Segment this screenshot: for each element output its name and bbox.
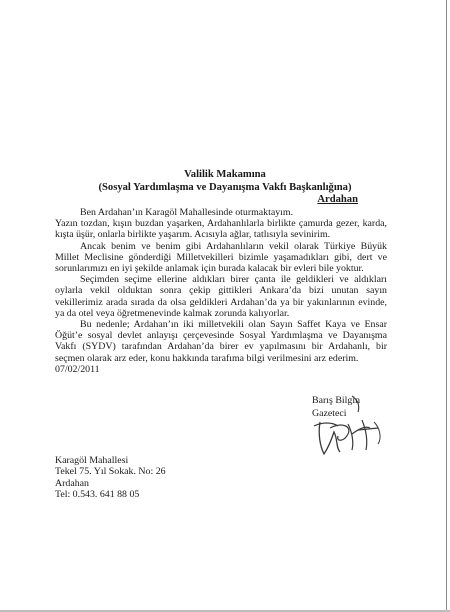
- address-line: Ardahan: [55, 477, 89, 489]
- letter-title: Valilik Makamına: [184, 169, 266, 180]
- letter-city: Ardahan: [317, 194, 358, 205]
- page-edge-line: [446, 0, 447, 612]
- paragraph-intro: Ben Ardahan’ın Karagöl Mahallesinde oturmaktayım.: [80, 207, 294, 218]
- signer-name: Barış Bilgin: [312, 395, 361, 406]
- signer-title: Gazeteci: [312, 408, 347, 419]
- letter-subtitle: (Sosyal Yardımlaşma ve Dayanışma Vakfı Başkanlığına): [98, 182, 352, 193]
- paragraph-life: Yazın tozdan, kışın buzdan yaşarken, Ardahanlılarla birlikte çamurda gezer, karda, kışta üşür, onlarla birlikte yaşarım. Acısıyla ağlar, tatlısıyla sevinirim.: [55, 218, 387, 241]
- address-line: Karagöl Mahallesi: [55, 455, 129, 466]
- phone-line: Tel: 0.543. 641 88 05: [55, 489, 140, 501]
- paragraph-deputies: Ancak benim ve benim gibi Ardahanlıların vekil olarak Türkiye Büyük Millet Meclisine gönderdiği Milletvekilleri bizimle yaşamadıkları gibi, dert ve sorunlarımızı en iyi şekilde anlamak için burada kalacak bir evleri bile yoktur.: [55, 240, 387, 275]
- paragraph-elections: Seçimden seçime ellerine aldıkları birer çanta ile geldikleri ve aldıkları oylarla vekil olduktan sonra çekip gittikleri Ankara’da bizi unutan sayın vekillerimiz arada sırada da olsa geldikleri Ardahan’da ya bir yakınlarının evinde, ya da otel veya öğretmenevinde kalmak zorunda kalıyorlar.: [55, 274, 387, 319]
- handwritten-signature: [308, 392, 390, 462]
- letter-date: 07/02/2011: [55, 363, 100, 375]
- sender-address: [55, 455, 166, 501]
- paragraph-request: Bu nedenle; Ardahan’ın iki milletvekili olan Sayın Saffet Kaya ve Ensar Öğüt’e sosyal devlet anlayışı çerçevesinde Sosyal Yardımlaşma ve Dayanışma Vakfı (SYDV) tarafından Ardahan’da birer ev yapılmasını bir Ardahanlı, bir seçmen olarak arz eder, konu hakkında tarafıma bilgi verilmesini arz ederim.: [55, 319, 387, 364]
- letter-body: [55, 207, 387, 375]
- address-line: Tekel 75. Yıl Sokak. No: 26: [55, 466, 166, 478]
